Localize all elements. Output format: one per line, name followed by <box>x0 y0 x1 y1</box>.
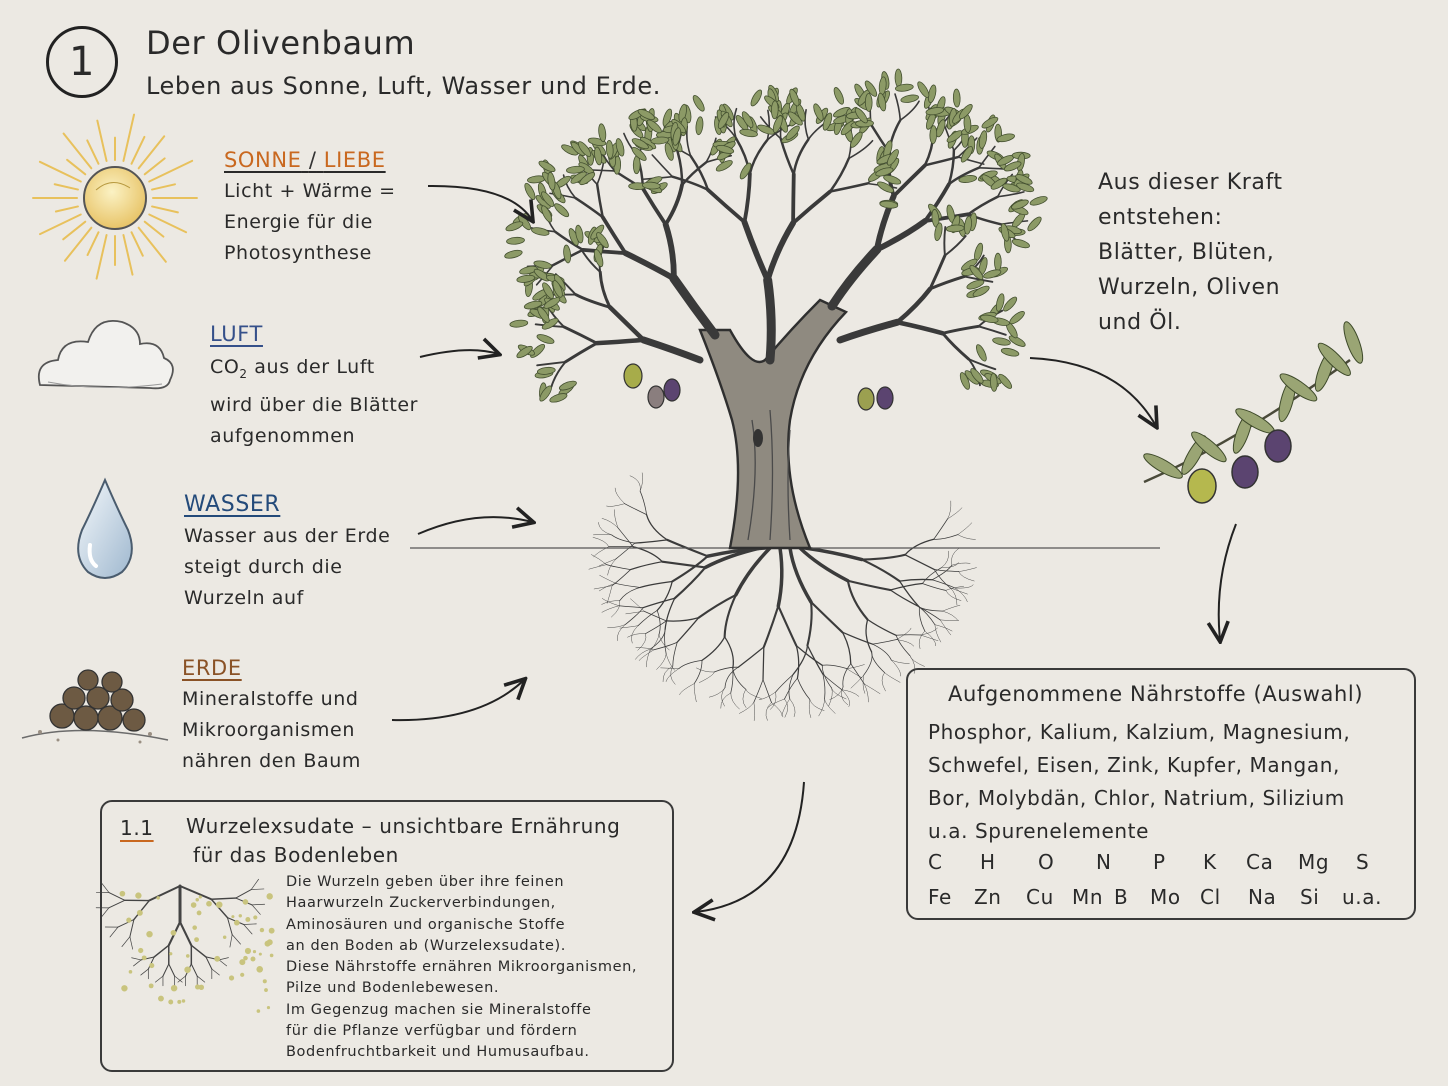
sonne-line: Licht + Wärme = <box>224 180 396 202</box>
growth-line: Blätter, Blüten, <box>1098 240 1275 265</box>
exudates-text-line: Die Wurzeln geben über ihre feinen <box>286 874 565 890</box>
exudates-text-line: Diese Nährstoffe ernähren Mikroorganismen, <box>286 959 638 976</box>
nutrients-line: u.a. Spurenelemente <box>928 819 1150 843</box>
exudates-text-line: an den Boden ab (Wurzelexsudate). <box>286 937 566 954</box>
growth-line: und Öl. <box>1098 310 1182 335</box>
nutrients-line: Schwefel, Eisen, Zink, Kupfer, Mangan, <box>928 753 1340 777</box>
luft-line-rest: aus der Luft <box>247 356 375 378</box>
exudates-title-line: Wurzelexsudate – unsichtbare Ernährung <box>186 814 621 838</box>
exudates-title <box>186 812 620 870</box>
element-symbol: Mn <box>1072 885 1104 909</box>
luft-line <box>210 352 418 390</box>
arrow-air-to-tree <box>420 350 498 357</box>
sonne-line: Photosynthese <box>224 242 372 264</box>
element-symbol: P <box>1153 850 1166 874</box>
element-symbol: C <box>928 850 943 874</box>
growth-text <box>1098 165 1283 340</box>
exudates-text-line: Im Gegenzug machen sie Mineralstoffe <box>286 1001 592 1018</box>
exudates-text <box>286 872 666 1064</box>
element-symbol: Zn <box>974 885 1002 909</box>
luft-line: wird über die Blätter <box>210 393 419 416</box>
exudates-text-line: für die Pflanze verfügbar und fördern <box>286 1023 578 1040</box>
co2-text: CO <box>210 356 240 378</box>
nutrients-line: Phosphor, Kalium, Kalzium, Magnesium, <box>928 720 1351 744</box>
element-symbol: Cu <box>1026 885 1054 909</box>
element-symbol: Cl <box>1200 885 1221 909</box>
section-number: 1 <box>68 39 96 85</box>
nutrients-title: Aufgenommene Nährstoffe (Auswahl) <box>948 682 1364 706</box>
cloud-icon <box>39 321 173 388</box>
growth-line: entstehen: <box>1098 205 1223 230</box>
arrow-roots-to-exudates <box>696 782 804 912</box>
arrow-water-to-tree <box>418 517 532 534</box>
erde-line: Mineralstoffe und <box>182 688 359 710</box>
arrow-tree-to-branch <box>1030 358 1156 426</box>
element-symbol: Mg <box>1298 850 1330 874</box>
co2-subscript: 2 <box>239 366 248 381</box>
exudates-number: 1.1 <box>120 816 154 840</box>
sun-icon <box>33 115 197 279</box>
element-symbol: B <box>1114 885 1129 909</box>
luft-block <box>210 322 418 452</box>
exudates-text-line: Haarwurzeln Zuckerverbindungen, <box>286 895 556 912</box>
olive-branch-icon <box>1141 320 1366 503</box>
wasser-line: steigt durch die <box>184 556 343 578</box>
exudates-title-line: für das Bodenleben <box>186 843 399 867</box>
exudates-text-line: Aminosäuren und organische Stoffe <box>286 916 566 933</box>
wasser-block <box>184 492 390 614</box>
element-symbol: Na <box>1248 885 1277 909</box>
element-symbol: S <box>1356 850 1370 874</box>
erde-heading: ERDE <box>182 656 242 680</box>
soil-pile-icon <box>22 670 168 744</box>
page-subtitle: Leben aus Sonne, Luft, Wasser und Erde. <box>146 72 661 100</box>
sonne-separator: / <box>308 148 317 172</box>
sonne-heading: SONNE <box>224 148 302 172</box>
olive-tree-illustration <box>410 69 1160 721</box>
element-symbol: Si <box>1300 885 1320 909</box>
wasser-line: Wurzeln auf <box>184 587 304 609</box>
water-drop-icon <box>78 480 132 578</box>
wasser-heading: WASSER <box>184 492 281 517</box>
luft-heading: LUFT <box>210 322 263 346</box>
element-symbol: O <box>1038 850 1055 874</box>
growth-line: Aus dieser Kraft <box>1098 170 1283 195</box>
luft-line: aufgenommen <box>210 424 356 447</box>
element-symbol: Fe <box>928 885 952 909</box>
element-symbol: H <box>980 850 996 874</box>
erde-line: nähren den Baum <box>182 750 361 772</box>
element-symbol: K <box>1203 850 1217 874</box>
nutrients-list <box>928 716 1350 848</box>
element-symbol: Ca <box>1246 850 1274 874</box>
wasser-line: Wasser aus der Erde <box>184 525 391 547</box>
page-title: Der Olivenbaum <box>146 24 416 62</box>
erde-line: Mikroorganismen <box>182 719 355 741</box>
arrow-branch-to-nutrients <box>1219 524 1236 640</box>
section-number-badge <box>46 26 118 98</box>
arrow-sun-to-tree <box>428 186 532 220</box>
exudates-text-line: Pilze und Bodenlebewesen. <box>286 980 500 997</box>
sonne-block <box>224 148 396 269</box>
arrow-soil-to-tree <box>392 680 524 720</box>
exudates-text-line: Bodenfruchtbarkeit und Humusaufbau. <box>286 1044 590 1061</box>
growth-line: Wurzeln, Oliven <box>1098 275 1281 300</box>
element-symbol: N <box>1096 850 1112 874</box>
erde-block <box>182 656 361 777</box>
liebe-heading: LIEBE <box>323 148 386 172</box>
element-symbol: Mo <box>1150 885 1181 909</box>
nutrients-line: Bor, Molybdän, Chlor, Natrium, Silizium <box>928 786 1345 810</box>
sonne-line: Energie für die <box>224 211 373 233</box>
element-symbol: u.a. <box>1342 885 1383 909</box>
